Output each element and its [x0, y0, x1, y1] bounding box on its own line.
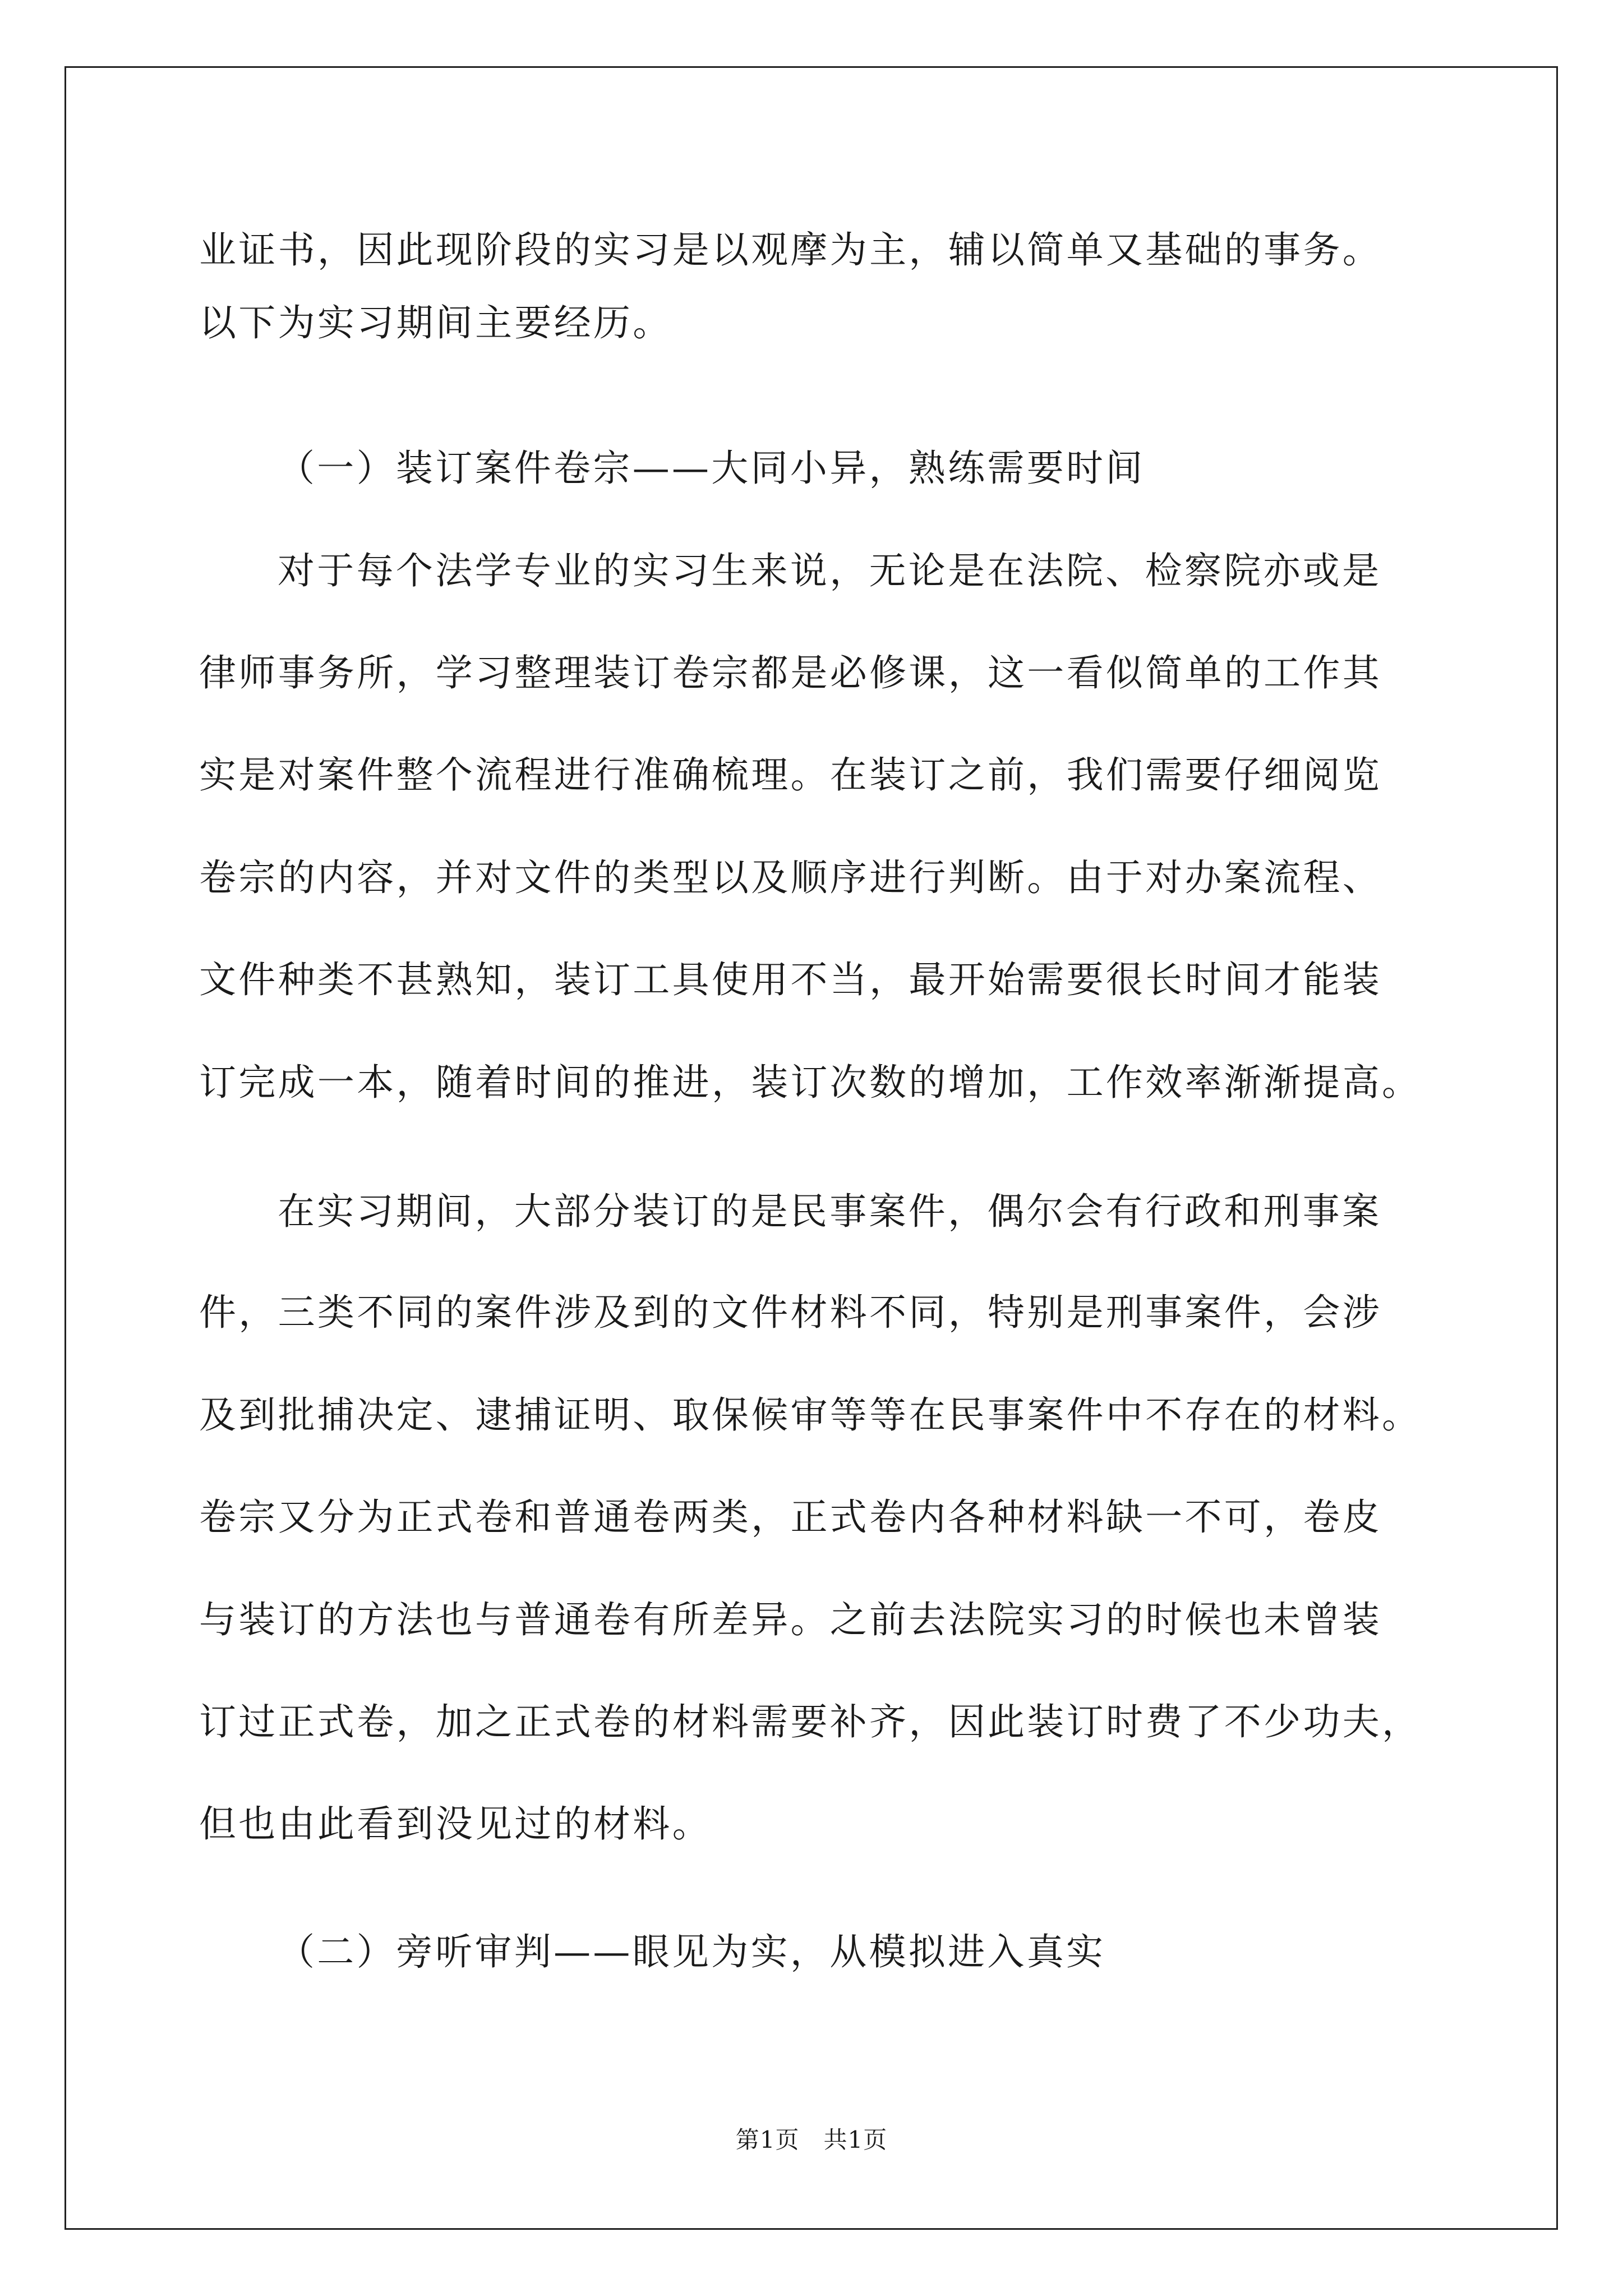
section-heading-2: （二）旁听审判——眼见为实，从模拟进入真实 — [278, 1930, 1106, 1973]
body-text-line: 件，三类不同的案件涉及到的文件材料不同，特别是刑事案件，会涉 — [199, 1291, 1382, 1334]
body-text-line: 在实习期间，大部分装订的是民事案件，偶尔会有行政和刑事案 — [278, 1190, 1382, 1233]
body-text-line: 文件种类不甚熟知，装订工具使用不当，最开始需要很长时间才能装 — [199, 958, 1382, 1001]
body-text-line: 及到批捕决定、逮捕证明、取保候审等等在民事案件中不存在的材料。 — [199, 1393, 1422, 1437]
body-text-line: 与装订的方法也与普通卷有所差异。之前去法院实习的时候也未曾装 — [199, 1598, 1382, 1641]
body-text-line: 订过正式卷，加之正式卷的材料需要补齐，因此装订时费了不少功夫， — [199, 1700, 1422, 1743]
body-text-line: 以下为实习期间主要经历。 — [199, 301, 672, 344]
page-number-footer: 第1页 共1页 — [735, 2126, 888, 2154]
body-text-line: 卷宗又分为正式卷和普通卷两类，正式卷内各种材料缺一不可，卷皮 — [199, 1496, 1382, 1539]
body-text-line: 订完成一本，随着时间的推进，装订次数的增加，工作效率渐渐提高。 — [199, 1061, 1422, 1104]
body-text-line: 但也由此看到没见过的材料。 — [199, 1802, 712, 1846]
page-border — [64, 66, 1558, 2230]
body-text-line: 对于每个法学专业的实习生来说，无论是在法院、检察院亦或是 — [278, 549, 1382, 592]
body-text-line: 卷宗的内容，并对文件的类型以及顺序进行判断。由于对办案流程、 — [199, 856, 1382, 899]
body-text-line: 业证书，因此现阶段的实习是以观摩为主，辅以简单又基础的事务。 — [199, 228, 1382, 272]
body-text-line: 律师事务所，学习整理装订卷宗都是必修课，这一看似简单的工作其 — [199, 651, 1382, 694]
body-text-line: 实是对案件整个流程进行准确梳理。在装订之前，我们需要仔细阅览 — [199, 753, 1382, 797]
section-heading-1: （一）装订案件卷宗——大同小异，熟练需要时间 — [278, 447, 1145, 490]
